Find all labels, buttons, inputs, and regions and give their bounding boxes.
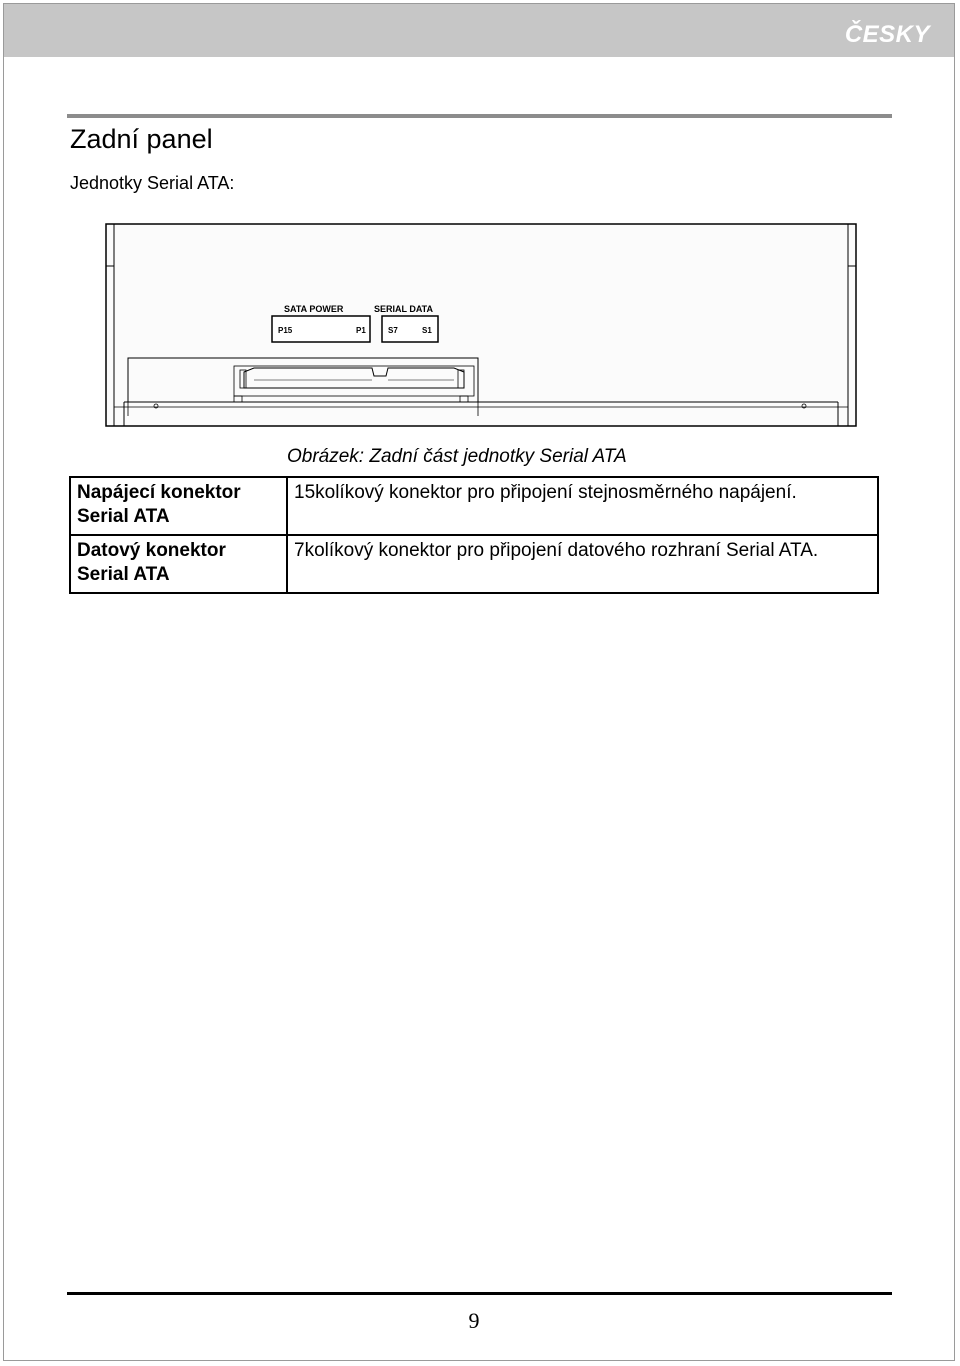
power-pin-first: P15 (278, 326, 293, 335)
row-description: 7kolíkový konektor pro připojení datového rozhraní Serial ATA. (287, 535, 878, 593)
page-number: 9 (468, 1308, 480, 1333)
language-label: ČESKY (844, 21, 930, 48)
drive-rear-panel-figure (104, 220, 860, 430)
data-pin-last: S1 (422, 326, 432, 335)
connector-spec-table (69, 476, 879, 594)
row-label: Napájecí konektor Serial ATA (70, 477, 287, 535)
sata-power-label: SATA POWER (284, 304, 344, 314)
row-description: 15kolíkový konektor pro připojení stejnosměrného napájení. (287, 477, 878, 535)
page-frame (3, 3, 955, 1361)
header-bar (4, 4, 954, 57)
power-pin-last: P1 (356, 326, 366, 335)
serial-data-label: SERIAL DATA (374, 304, 434, 314)
section-title: Zadní panel (70, 124, 213, 154)
table-row (70, 535, 878, 593)
top-rule (67, 114, 892, 118)
section-subtitle: Jednotky Serial ATA: (70, 173, 235, 193)
drive-outline (106, 224, 856, 426)
figure-caption: Obrázek: Zadní část jednotky Serial ATA (287, 446, 627, 467)
row-label: Datový konektor Serial ATA (70, 535, 287, 593)
bottom-rule (67, 1292, 892, 1295)
data-pin-first: S7 (388, 326, 398, 335)
table-row (70, 477, 878, 535)
